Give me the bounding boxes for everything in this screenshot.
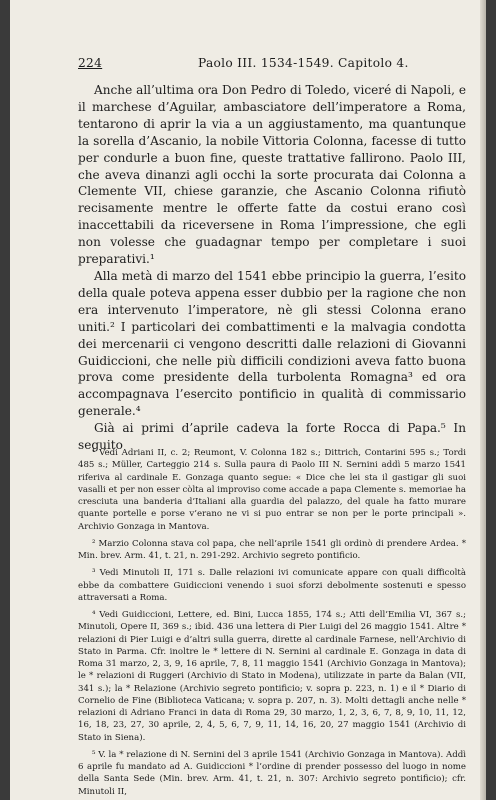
paragraph-1: Anche all’ultima ora Don Pedro di Toledo, viceré di Napoli, e il marchese d’Aguilar, ambasciatore dell’imperatore a Roma, tentarono di aprir la via a un aggiustamento, ma quantunque la sorella d’Ascanio, la nobile Vittoria Colonna, facesse di tutto per condurle a buon fine, queste trattative fallirono. Paolo III, che aveva dinanzi agli occhi la sorte procurata dai Colonna a Clemente VII, chiese garanzie, che Ascanio Colonna rifiutò recisamente mentre le offerte fatte da costui erano così inaccettabili da riceversene in Roma l’impressione, che egli non volesse che guadagnar tempo per completare i suoi preparativi.¹: [78, 83, 466, 267]
footnote-3: ³ Vedi Minutoli II, 171 s. Dalle relazioni ivi comunicate appare con quali difficoltà ebbe da combattere Guidiccioni venendo i suoi sforzi debolmente sostenuti e spesso attraversati a Roma.: [78, 568, 466, 603]
paragraph-2: Alla metà di marzo del 1541 ebbe principio la guerra, l’esito della quale poteva appena esser dubbio per la ragione che non era intervenuto l’imperatore, nè gli stessi Colonna erano uniti.² I particolari dei combattimenti e la malvagia condotta dei mercenarii ci vengono descritti dalle relazioni di Giovanni Guidiccioni, che nelle più difficili condizioni aveva fatto buona prova come presidente della turbolenta Romagna³ ed ora accompagnava l’esercito pontificio in qualità di commissario generale.⁴: [78, 268, 466, 419]
main-text: [78, 82, 466, 454]
footnote-5: ⁵ V. la * relazione di N. Sernini del 3 aprile 1541 (Archivio Gonzaga in Mantova). Addì 6 aprile fu mandato ad A. Guidiccioni * l’ordine di prender possesso del luogo in nome della Santa Sede (Min. brev. Arm. 41, t. 21, n. 307: Archivio segreto pontificio); cfr. Minutoli II,: [78, 749, 466, 797]
running-title: Paolo III. 1534-1549. Capitolo 4.: [198, 56, 409, 70]
page-number: 224: [78, 56, 103, 70]
footnotes: [78, 447, 466, 798]
page-edge-shadow: [480, 0, 486, 800]
footnote-4: ⁴ Vedi Guidiccioni, Lettere, ed. Bini, Lucca 1855, 174 s.; Atti dell’Emilia VI, 367 s.; Minutoli, Opere II, 369 s.; ibid. 436 una lettera di Pier Luigi del 26 maggio 1541. Altre * relazioni di Pier Luigi e d’altri sulla guerra, dirette al cardinale Farnese, nell’Archivio di Stato in Parma. Cfr. inoltre le * lettere di N. Sernini al cardinale E. Gonzaga in data di Roma 31 marzo, 2, 3, 9, 16 aprile, 7, 8, 11 maggio 1541 (Archivio Gonzaga in Mantova); le * relazioni di Ruggeri (Archivio di Stato in Modena), utilizzate in parte da Balan (VII, 341 s.); la * Relazione (Archivio segreto pontificio; v. sopra p. 223, n. 1) e il * Diario di Cornelio de Fine (Biblioteca Vaticana; v. sopra p. 207, n. 3). Molti dettagli anche nelle * relazioni di Adriano Franci in data di Roma 29, 30 marzo, 1, 2, 3, 6, 7, 8, 9, 10, 11, 12, 16, 18, 23, 27, 30 aprile, 2, 4, 5, 6, 7, 9, 11, 14, 16, 20, 27 maggio 1541 (Archivio di Stato in Siena).: [78, 610, 466, 743]
book-page: [10, 0, 486, 800]
footnote-2: ² Marzio Colonna stava col papa, che nell’aprile 1541 gli ordinò di prendere Ardea. * Min. brev. Arm. 41, t. 21, n. 291-292. Archivio segreto pontificio.: [78, 538, 466, 561]
paragraph-3: Già ai primi d’aprile cadeva la forte Rocca di Papa.⁵ In seguito: [78, 421, 466, 453]
footnote-1: ¹ Vedi Adriani II, c. 2; Reumont, V. Colonna 182 s.; Dittrich, Contarini 595 s.; Tordi 485 s.; Müller, Carteggio 214 s. Sulla paura di Paolo III N. Sernini addì 5 marzo 1541 riferiva al cardinale E. Gonzaga quanto segue: « Dice che lei sta il gastigar gli suoi vasalli et per non esser còlta al improviso come accade a papa Clemente s. memoriae ha cresciuta una banderia d’Italiani alla guardia del palazzo, del quale ha fatto murare quante portelle e porse v’erano ne vi si puo entrar se non per le porte principali ». Archivio Gonzaga in Mantova.: [78, 448, 466, 532]
running-head: [78, 56, 464, 72]
